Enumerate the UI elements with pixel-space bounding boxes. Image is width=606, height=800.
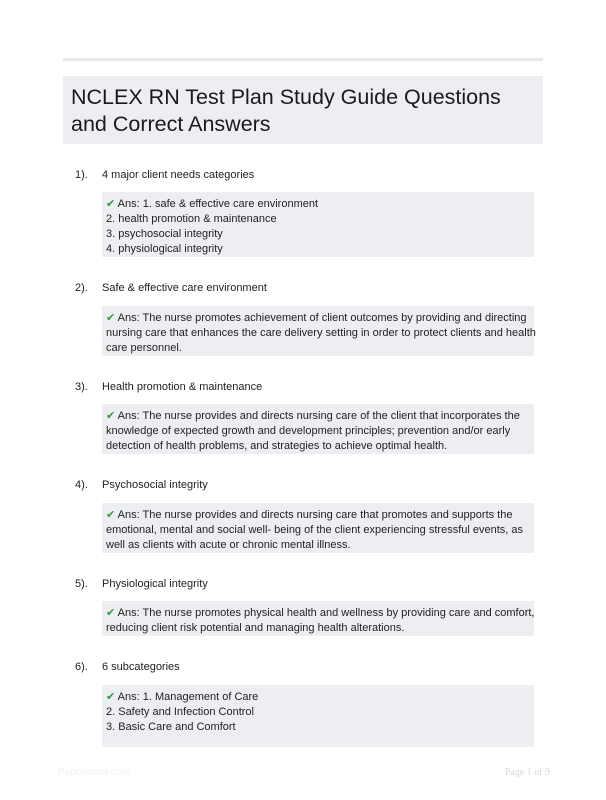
title-banner bbox=[63, 76, 543, 144]
answer-box bbox=[102, 404, 534, 454]
answer-box bbox=[102, 192, 534, 257]
footer-watermark: Paperstudy.com bbox=[58, 767, 130, 778]
answer-text: 3. Basic Care and Comfort bbox=[106, 721, 236, 733]
question-number: 4). bbox=[75, 479, 88, 491]
answer-box bbox=[102, 685, 534, 747]
check-icon: ✔ bbox=[106, 311, 116, 324]
question-prompt: Health promotion & maintenance bbox=[102, 381, 263, 393]
answer-text: 2. health promotion & maintenance bbox=[106, 213, 277, 225]
answer-text: nursing care that enhances the care delivery setting in order to protect clients and health bbox=[106, 327, 536, 339]
page-title: NCLEX RN Test Plan Study Guide Questions and Correct Answers bbox=[71, 85, 501, 136]
answer-box bbox=[102, 601, 534, 636]
question-prompt: 4 major client needs categories bbox=[102, 169, 255, 181]
answer-text: Ans: The nurse provides and directs nursing care of the client that incorporates the bbox=[117, 410, 520, 422]
top-divider bbox=[63, 58, 543, 61]
check-icon: ✔ bbox=[106, 508, 116, 521]
question-prompt: Safe & effective care environment bbox=[102, 282, 267, 294]
question-number: 3). bbox=[75, 381, 88, 393]
answer-box bbox=[102, 503, 534, 553]
answer-text: Ans: 1. safe & effective care environment bbox=[117, 198, 319, 210]
answer-text: 2. Safety and Infection Control bbox=[106, 706, 254, 718]
answer-text: well as clients with acute or chronic mental illness. bbox=[106, 539, 351, 551]
answer-text: Ans: The nurse promotes physical health and wellness by providing care and comfort, bbox=[117, 607, 535, 619]
answer-text: Ans: The nurse provides and directs nursing care that promotes and supports the bbox=[117, 509, 513, 521]
check-icon: ✔ bbox=[106, 409, 116, 422]
answer-text: detection of health problems, and strategies to achieve optimal health. bbox=[106, 440, 448, 452]
question-number: 6). bbox=[75, 661, 88, 673]
answer-text: emotional, mental and social well- being of the client experiencing stressful events, as bbox=[106, 524, 524, 536]
answer-text: reducing client risk potential and managing health alterations. bbox=[106, 622, 405, 634]
answer-text: 4. physiological integrity bbox=[106, 243, 223, 255]
question-number: 1). bbox=[75, 169, 88, 181]
question-prompt: 6 subcategories bbox=[102, 661, 180, 673]
check-icon: ✔ bbox=[106, 197, 116, 210]
answer-text: care personnel. bbox=[106, 342, 182, 354]
check-icon: ✔ bbox=[106, 606, 116, 619]
page-number: Page 1 of 9 bbox=[504, 767, 550, 778]
answer-text: knowledge of expected growth and development principles; prevention and/or early bbox=[106, 425, 511, 437]
question-number: 2). bbox=[75, 282, 88, 294]
answer-text: Ans: 1. Management of Care bbox=[117, 691, 259, 703]
answer-text: 3. psychosocial integrity bbox=[106, 228, 223, 240]
question-number: 5). bbox=[75, 578, 88, 590]
answer-box bbox=[102, 306, 534, 356]
question-prompt: Physiological integrity bbox=[102, 578, 208, 590]
question-prompt: Psychosocial integrity bbox=[102, 479, 208, 491]
check-icon: ✔ bbox=[106, 690, 116, 703]
answer-text: Ans: The nurse promotes achievement of client outcomes by providing and directing bbox=[117, 312, 527, 324]
